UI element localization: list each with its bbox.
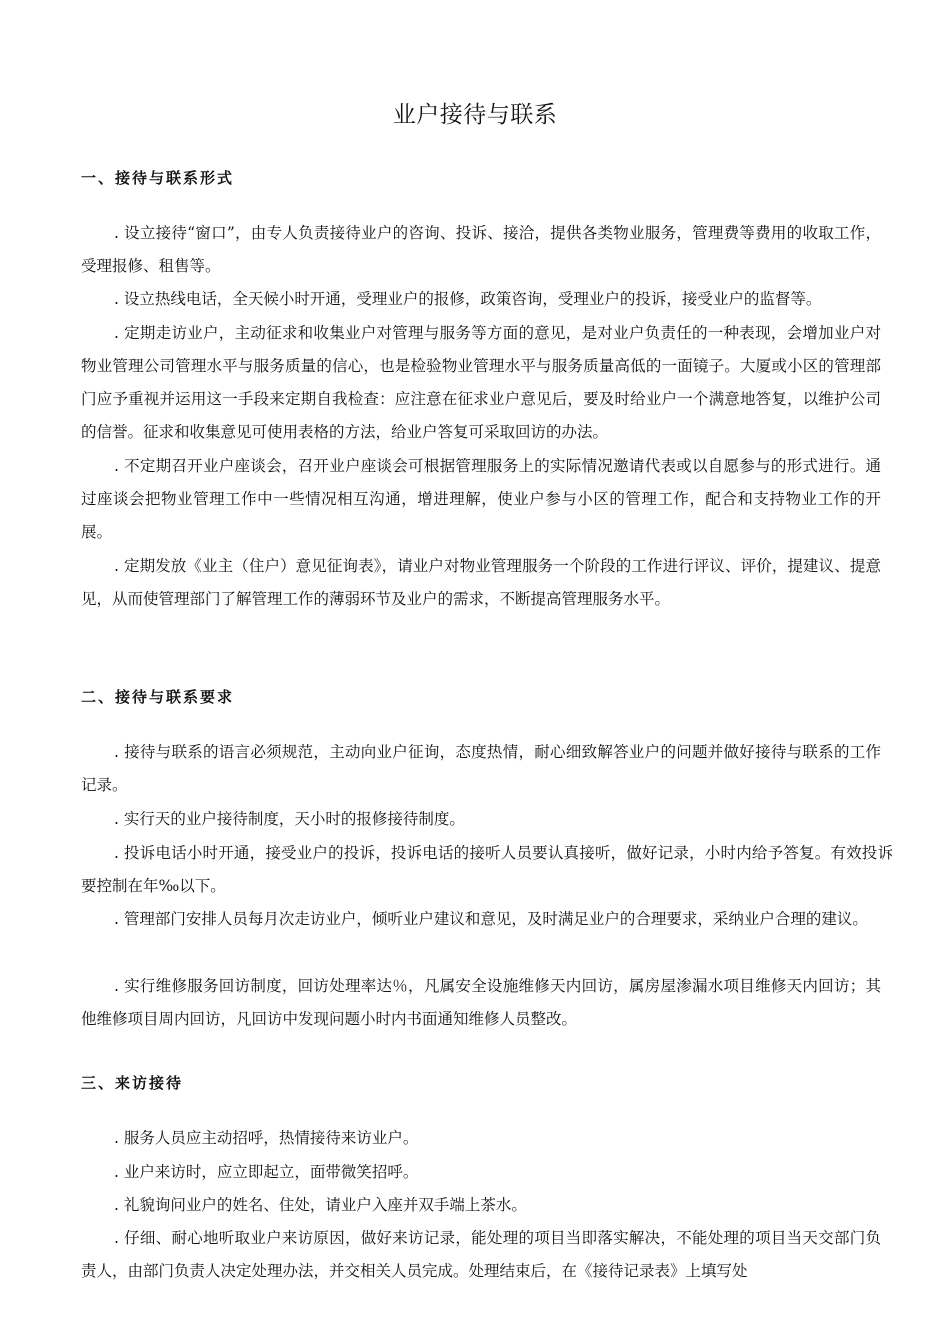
section-heading-reception-requirements: 二、接待与联系要求 xyxy=(81,688,235,706)
section-heading-visitor-reception: 三、来访接待 xyxy=(81,1074,184,1092)
paragraph: . 业户来访时，应立即起立，面带微笑招呼。 xyxy=(114,1163,419,1181)
paragraph: . 设立接待“窗口”，由专人负责接待业户的咨询、投诉、接洽，提供各类物业服务，管理费等费用的收取工作，受理报修、租售等。 xyxy=(81,224,881,275)
page-title: 业户接待与联系 xyxy=(392,102,558,128)
paragraph: . 实行天的业户接待制度，天小时的报修接待制度。 xyxy=(114,810,465,828)
paragraph: . 不定期召开业户座谈会，召开业户座谈会可根据管理服务上的实际情况邀请代表或以自愿参与的形式进行。通过座谈会把物业管理工作中一些情况相互沟通，增进理解，使业户参与小区的管理工作，配合和支持物业工作的开展。 xyxy=(81,457,881,541)
paragraph: . 定期发放《业主（住户）意见征询表》，请业户对物业管理服务一个阶段的工作进行评议、评价，提建议、提意见，从而使管理部门了解管理工作的薄弱环节及业户的需求，不断提高管理服务水平。 xyxy=(81,557,881,608)
paragraph: . 管理部门安排人员每月次走访业户，倾听业户建议和意见，及时满足业户的合理要求，采纳业户合理的建议。 xyxy=(114,910,868,928)
paragraph: . 投诉电话小时开通，接受业户的投诉，投诉电话的接听人员要认真接听，做好记录，小时内给予答复。有效投诉要控制在年‰以下。 xyxy=(81,844,893,895)
paragraph: . 服务人员应主动招呼，热情接待来访业户。 xyxy=(114,1129,419,1147)
paragraph: . 设立热线电话，全天候小时开通，受理业户的报修，政策咨询，受理业户的投诉，接受业户的监督等。 xyxy=(114,290,822,308)
paragraph: . 仔细、耐心地听取业户来访原因，做好来访记录，能处理的项目当即落实解决，不能处理的项目当天交部门负责人，由部门负责人决定处理办法，并交相关人员完成。处理结束后，在《接待记录表》上填写处 xyxy=(81,1229,881,1280)
section-heading-reception-forms: 一、接待与联系形式 xyxy=(81,169,235,187)
paragraph: . 实行维修服务回访制度，回访处理率达％，凡属安全设施维修天内回访，属房屋渗漏水项目维修天内回访；其他维修项目周内回访，凡回访中发现问题小时内书面通知维修人员整改。 xyxy=(81,977,881,1028)
paragraph: . 礼貌询问业户的姓名、住处，请业户入座并双手端上茶水。 xyxy=(114,1196,527,1214)
paragraph: . 定期走访业户，主动征求和收集业户对管理与服务等方面的意见，是对业户负责任的一种表现，会增加业户对物业管理公司管理水平与服务质量的信心，也是检验物业管理水平与服务质量高低的一面镜子。大厦或小区的管理部门应予重视并运用这一手段来定期自我检查：应注意在征求业户意见后，要及时给业户一个满意地答复，以维护公司的信誉。征求和收集意见可使用表格的方法，给业户答复可采取回访的办法。 xyxy=(81,324,881,441)
paragraph: . 接待与联系的语言必须规范，主动向业户征询，态度热情，耐心细致解答业户的问题并做好接待与联系的工作记录。 xyxy=(81,743,881,794)
